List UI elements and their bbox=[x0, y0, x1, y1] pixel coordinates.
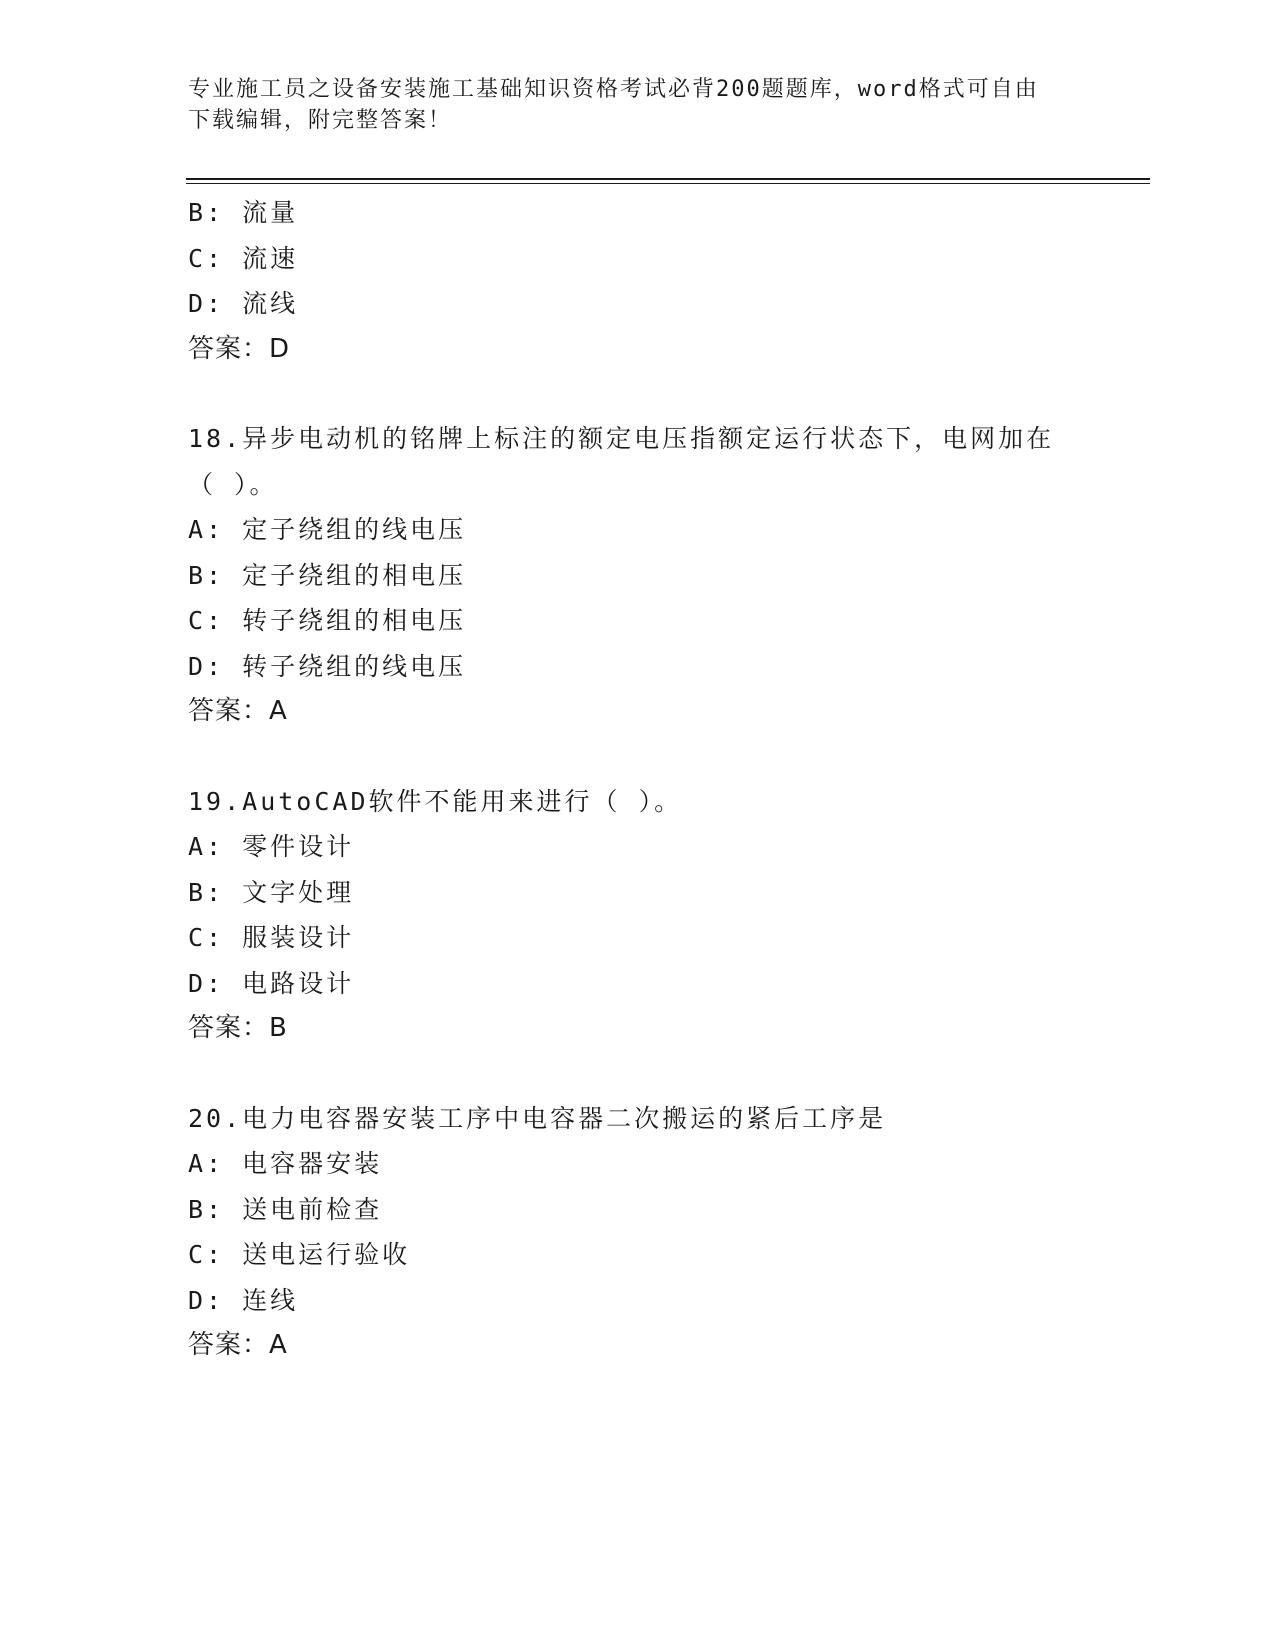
option-a: A: 定子绕组的线电压 bbox=[188, 515, 467, 544]
question-title: 20.电力电容器安装工序中电容器二次搬运的紧后工序是 bbox=[188, 1103, 887, 1133]
question-title: 19.AutoCAD软件不能用来进行（ ）。 bbox=[188, 786, 683, 816]
option-d: D: 流线 bbox=[188, 289, 299, 318]
question-title-line-1: 18.异步电动机的铭牌上标注的额定电压指额定运行状态下，电网加在 bbox=[188, 424, 1055, 453]
option-b: B: 定子绕组的相电压 bbox=[188, 560, 467, 590]
question-18 bbox=[188, 416, 1088, 735]
question-20 bbox=[188, 1096, 1088, 1369]
option-a: A: 零件设计 bbox=[188, 832, 355, 861]
question-17-continued bbox=[188, 190, 1088, 372]
question-19 bbox=[188, 779, 1088, 1052]
answer: 答案：A bbox=[188, 696, 288, 726]
answer: 答案：B bbox=[188, 1013, 288, 1043]
option-c: C: 服装设计 bbox=[188, 923, 355, 952]
page-header bbox=[188, 74, 1068, 136]
header-line-1: 专业施工员之设备安装施工基础知识资格考试必背200题题库，word格式可自由 bbox=[188, 77, 1039, 102]
header-line-2: 下载编辑，附完整答案！ bbox=[188, 108, 453, 133]
option-c: C: 转子绕组的相电压 bbox=[188, 606, 467, 635]
answer: 答案：D bbox=[188, 333, 291, 364]
option-b: B: 流量 bbox=[188, 198, 299, 227]
option-c: C: 送电运行验收 bbox=[188, 1240, 411, 1269]
option-d: D: 连线 bbox=[188, 1285, 299, 1315]
option-a: A: 电容器安装 bbox=[188, 1149, 383, 1178]
option-b: B: 送电前检查 bbox=[188, 1194, 383, 1224]
option-c: C: 流速 bbox=[188, 243, 299, 273]
header-divider-thick bbox=[186, 178, 1150, 180]
header-divider-thin bbox=[186, 183, 1150, 184]
question-content bbox=[188, 190, 1088, 1369]
option-d: D: 电路设计 bbox=[188, 968, 355, 998]
option-d: D: 转子绕组的线电压 bbox=[188, 651, 467, 681]
question-title-line-2: （ ）。 bbox=[188, 469, 278, 499]
answer: 答案：A bbox=[188, 1330, 288, 1360]
option-b: B: 文字处理 bbox=[188, 877, 355, 907]
